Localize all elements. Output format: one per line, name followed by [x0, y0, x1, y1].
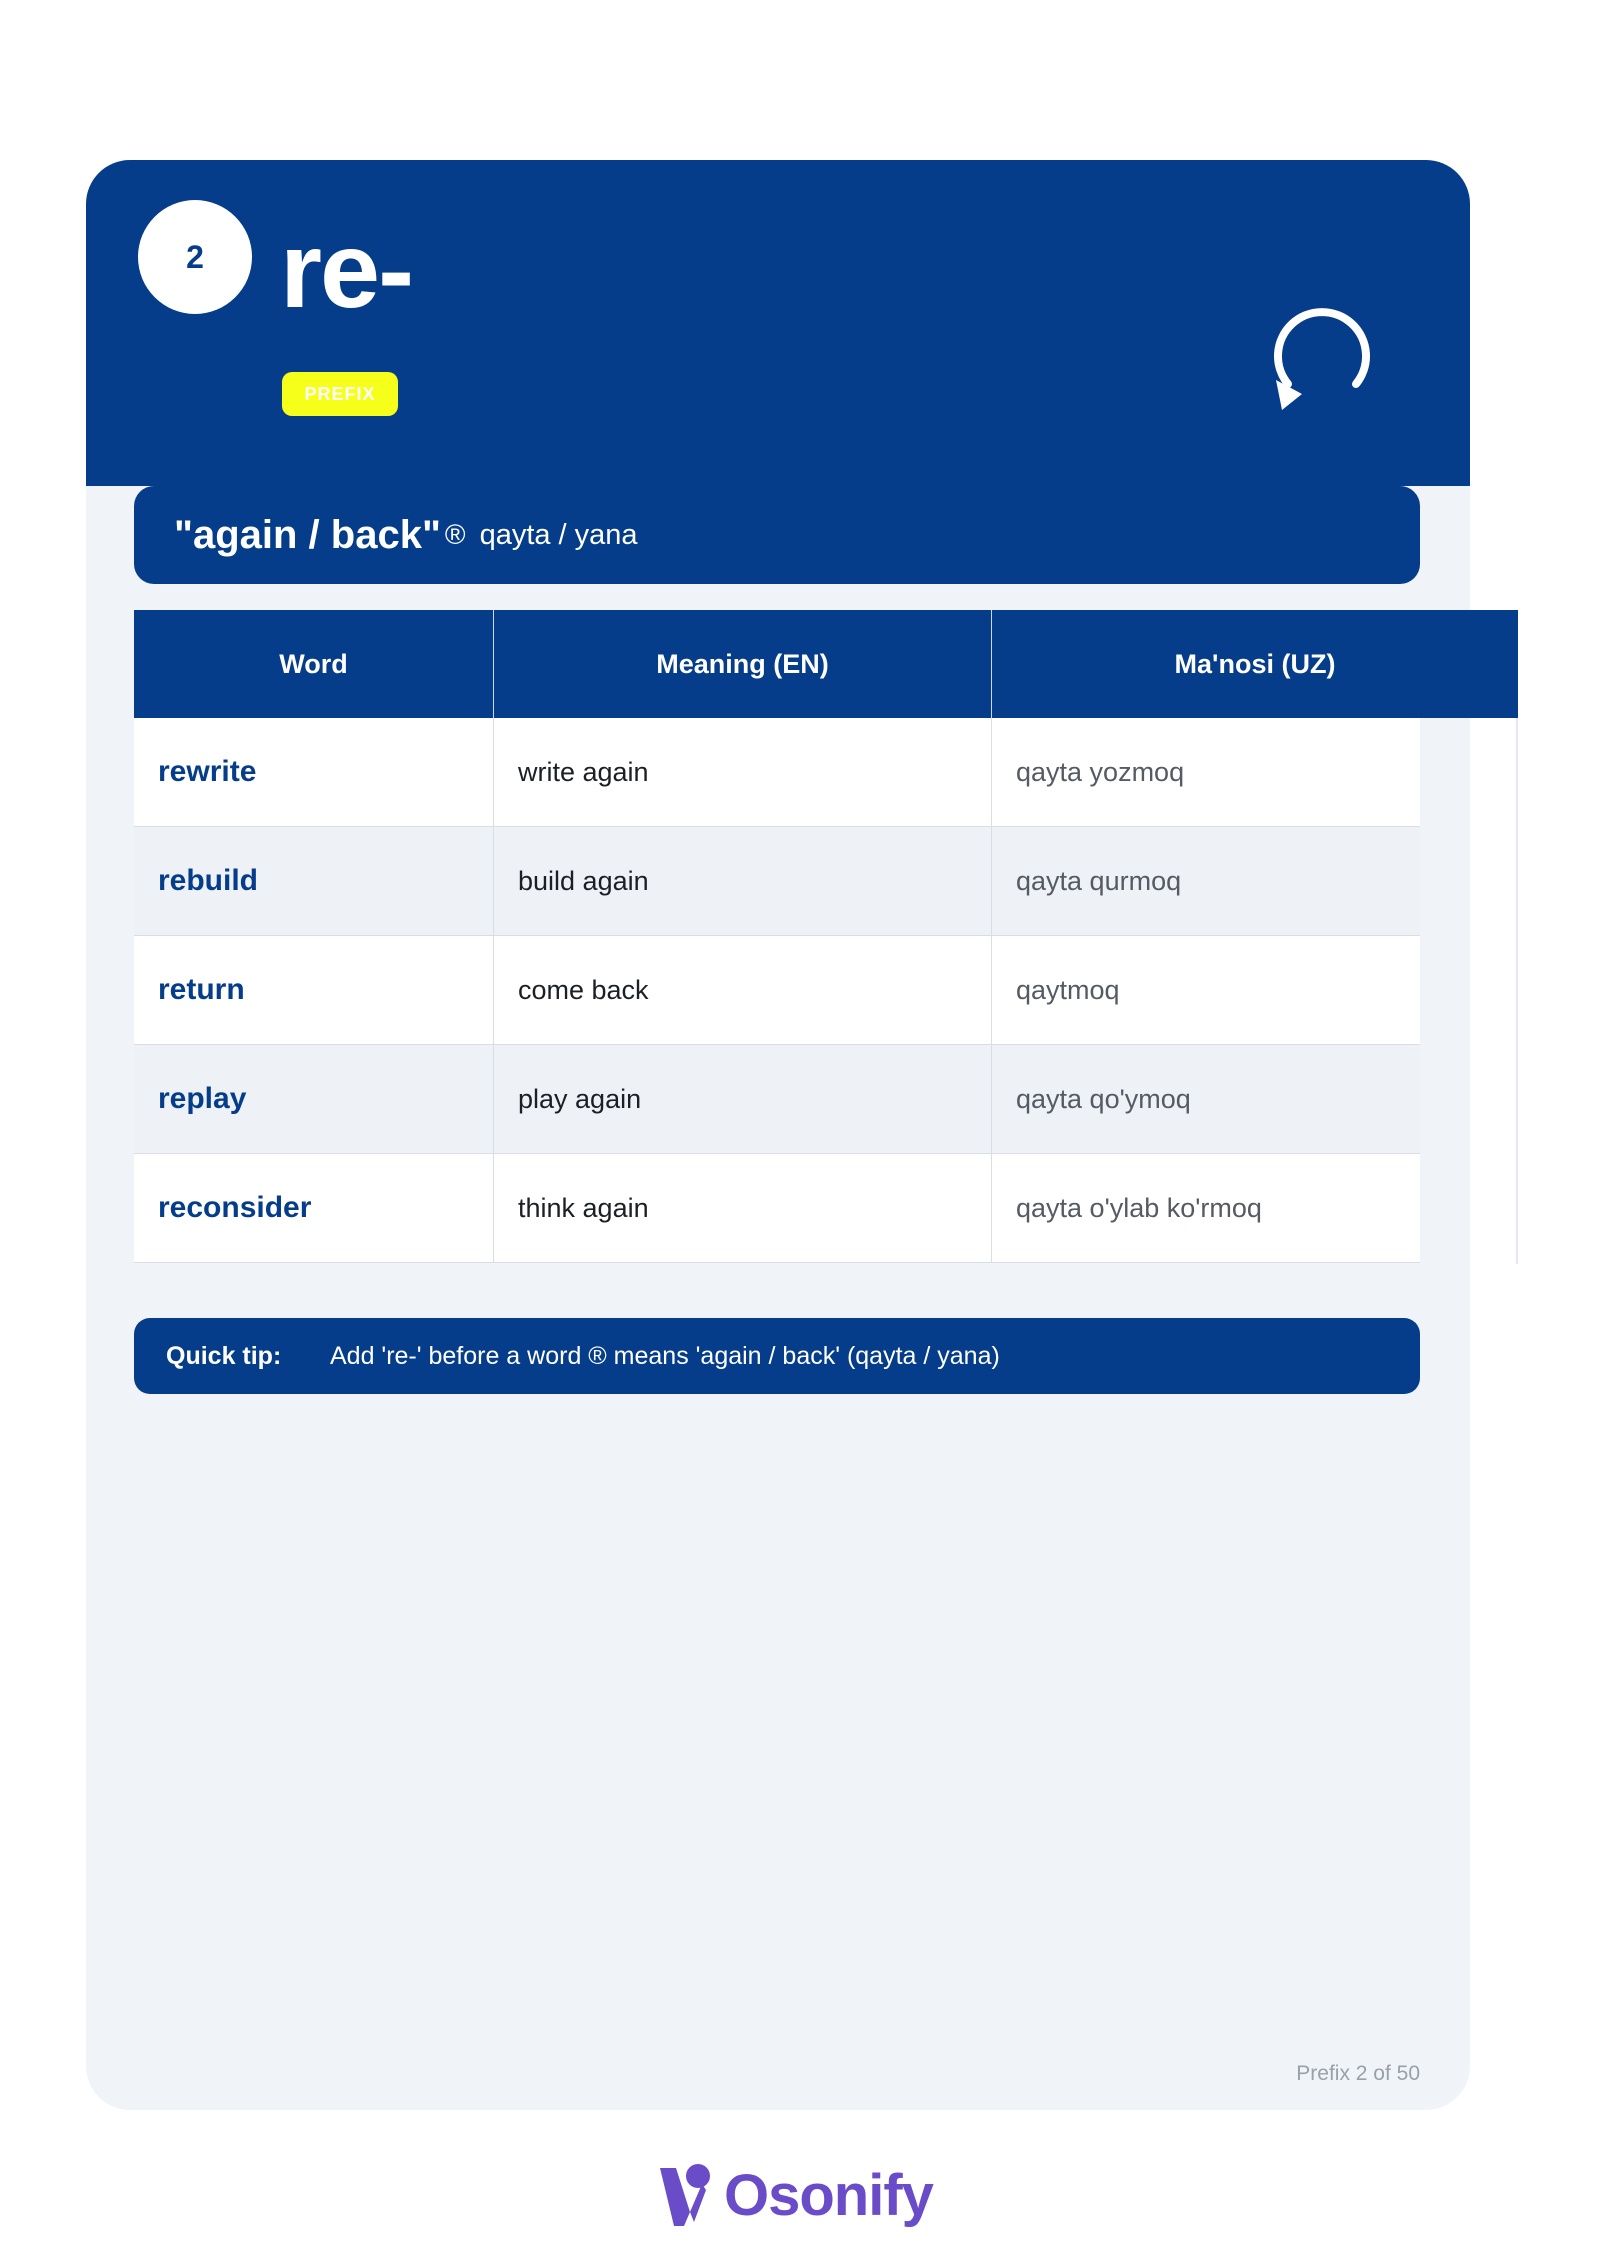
- meaning-uz: qayta / yana: [479, 518, 638, 551]
- meaning-uz-cell: qayta qo'ymoq: [1016, 1083, 1191, 1114]
- table-header: [134, 610, 1518, 718]
- card-header: [86, 160, 1470, 486]
- quick-tip-banner: [134, 1318, 1420, 1394]
- table-row: [134, 827, 1420, 936]
- table-row: [134, 936, 1420, 1045]
- word-cell: rewrite: [134, 718, 494, 826]
- meaning-uz-cell: qayta o'ylab ko'rmoq: [1016, 1192, 1262, 1223]
- refresh-icon: [1262, 298, 1386, 422]
- word-table: [134, 718, 1420, 1263]
- brand-name: Osonify: [724, 2162, 933, 2228]
- meaning-en-cell: build again: [494, 827, 992, 935]
- column-header-manosi-uz: Ma'nosi (UZ): [1174, 648, 1336, 679]
- meaning-en-cell: write again: [494, 718, 992, 826]
- quick-tip-text: Add 're-' before a word ® means 'again / back' (qayta / yana): [330, 1341, 1000, 1370]
- word-cell: reconsider: [134, 1154, 494, 1262]
- column-header-meaning-en: Meaning (EN): [494, 610, 992, 718]
- quick-tip-label: Quick tip:: [166, 1341, 282, 1370]
- word-cell: return: [134, 936, 494, 1044]
- prefix-number-badge: 2: [138, 200, 252, 314]
- meaning-arrow-symbol: ®: [444, 519, 466, 550]
- meaning-en-cell: think again: [494, 1154, 992, 1262]
- brand-footer: [656, 2160, 933, 2230]
- osonify-logo-icon: [656, 2160, 712, 2230]
- table-row: [134, 718, 1420, 827]
- prefix-tag: PREFIX: [282, 372, 398, 416]
- meaning-en-cell: play again: [494, 1045, 992, 1153]
- word-cell: rebuild: [134, 827, 494, 935]
- table-edge-divider: [1516, 718, 1518, 1264]
- page-indicator: Prefix 2 of 50: [1296, 2062, 1420, 2085]
- prefix-title: re-: [280, 209, 413, 330]
- table-row: [134, 1154, 1420, 1263]
- meaning-uz-cell: qayta qurmoq: [1016, 865, 1182, 896]
- table-row: [134, 1045, 1420, 1154]
- word-cell: replay: [134, 1045, 494, 1153]
- meaning-uz-cell: qayta yozmoq: [1016, 756, 1185, 787]
- column-header-word: Word: [134, 610, 494, 718]
- meaning-banner: [134, 486, 1420, 584]
- meaning-en: "again / back": [174, 512, 441, 557]
- meaning-en-cell: come back: [494, 936, 992, 1044]
- meaning-uz-cell: qaytmoq: [1016, 974, 1120, 1005]
